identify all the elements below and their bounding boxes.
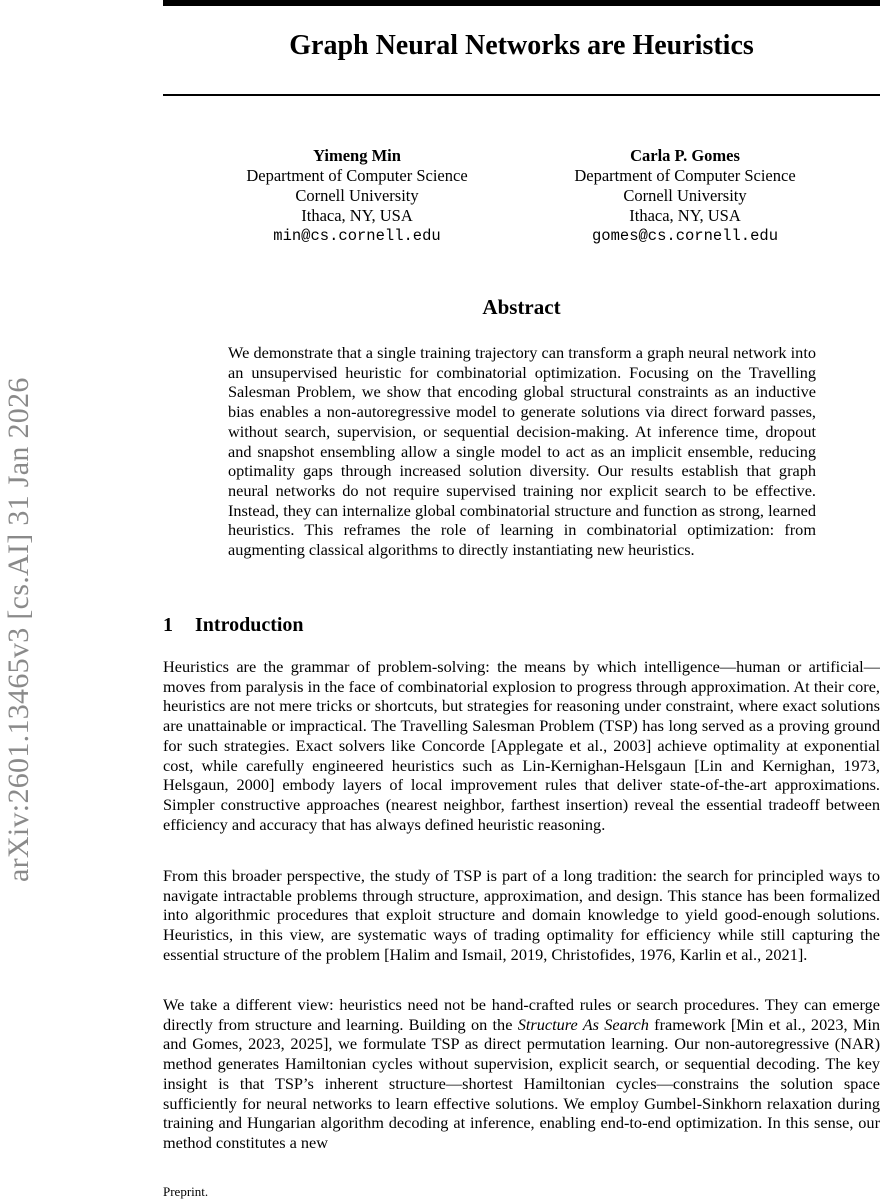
section-number: 1 [163, 614, 173, 636]
footer-label: Preprint. [163, 1184, 209, 1199]
title-rule [163, 94, 880, 96]
emphasis-text: Structure As Search [517, 1014, 649, 1034]
section-heading [163, 614, 304, 637]
author-location: Ithaca, NY, USA [301, 206, 413, 225]
author-email[interactable]: gomes@cs.cornell.edu [591, 227, 779, 245]
arxiv-identifier[interactable]: arXiv:2601.13465v3 [cs.AI] 31 Jan 2026 [2, 377, 35, 882]
author-block [197, 146, 517, 246]
intro-paragraph-1: Heuristics are the grammar of problem-solving: the means by which intelligence—human or artificial—moves from paralysis in the face of combinatorial explosion to progress through approximation. At their core, heuristics are not mere tricks or shortcuts, but strategies for reasoning under constraint, where exact solutions are unattainable or impractical. The Travelling Salesman Problem (TSP) has long served as a proving ground for such strategies. Exact solvers like Concorde [Applegate et al., 2003] achieve optimality at exponential cost, while carefully engineered heuristics such as Lin-Kernighan-Helsgaun [Lin and Kernighan, 1973, Helsgaun, 2000] embody layers of local improvement rules that deliver state-of-the-art approximations. Simpler constructive approaches (nearest neighbor, farthest insertion) reveal the essential tradeoff between efficiency and accuracy that has always defined heuristic reasoning. [163, 657, 880, 834]
paper-title: Graph Neural Networks are Heuristics [289, 30, 754, 61]
section-title: Introduction [195, 614, 304, 636]
author-name: Yimeng Min [313, 146, 401, 165]
author-university: Cornell University [623, 186, 747, 205]
author-block [525, 146, 845, 246]
paragraph-text: framework [Min et al., 2023, Min and Gomes, 2023, 2025], we formulate TSP as direct permutation learning. Our non-autoregressive (NAR) method generates Hamiltonian cycles without supervision, explicit search, or sequential decoding. The key insight is that TSP’s inherent structure—shortest Hamiltonian cycles—constrains the solution space sufficiently for neural networks to learn effective solutions. We employ Gumbel-Sinkhorn relaxation during training and Hungarian algorithm decoding at inference, enabling end-to-end optimization. In this sense, our method constitutes a new [163, 1014, 880, 1152]
author-email[interactable]: min@cs.cornell.edu [273, 227, 441, 245]
paragraph-text: We take a different view: heuristics need not be hand-crafted rules or search procedures. They can emerge directly from structure and learning. Building on the [163, 995, 880, 1034]
author-department: Department of Computer Science [246, 166, 468, 185]
author-department: Department of Computer Science [574, 166, 796, 185]
author-university: Cornell University [295, 186, 419, 205]
author-name: Carla P. Gomes [630, 146, 740, 165]
intro-paragraph-2: From this broader perspective, the study of TSP is part of a long tradition: the search for principled ways to navigate intractable problems through structure, approximation, and design. This stance has been formalized into algorithmic procedures that exploit structure and domain knowledge to yield good-enough solutions. Heuristics, in this view, are systematic ways of trading optimality for efficiency while still capturing the essential structure of the problem [Halim and Ismail, 2019, Christofides, 1976, Karlin et al., 2021]. [163, 866, 880, 964]
intro-paragraph-3 [163, 995, 880, 1153]
abstract-heading: Abstract [482, 295, 561, 319]
author-location: Ithaca, NY, USA [629, 206, 741, 225]
abstract-text: We demonstrate that a single training trajectory can transform a graph neural network into an unsupervised heuristic for combinatorial optimization. Focusing on the Travelling Salesman Problem, we show that encoding global structural constraints as an inductive bias enables a non-autoregressive model to generate solutions via direct forward passes, without search, supervision, or sequential decision-making. At inference time, dropout and snapshot ensembling allow a single model to act as an implicit ensemble, reducing optimality gaps through increased solution diversity. Our results establish that graph neural networks do not require supervised training nor explicit search to be effective. Instead, they can internalize global combinatorial structure and function as strong, learned heuristics. This reframes the role of learning in combinatorial optimization: from augmenting classical algorithms to directly instantiating new heuristics. [228, 343, 816, 560]
top-rule [163, 0, 880, 6]
